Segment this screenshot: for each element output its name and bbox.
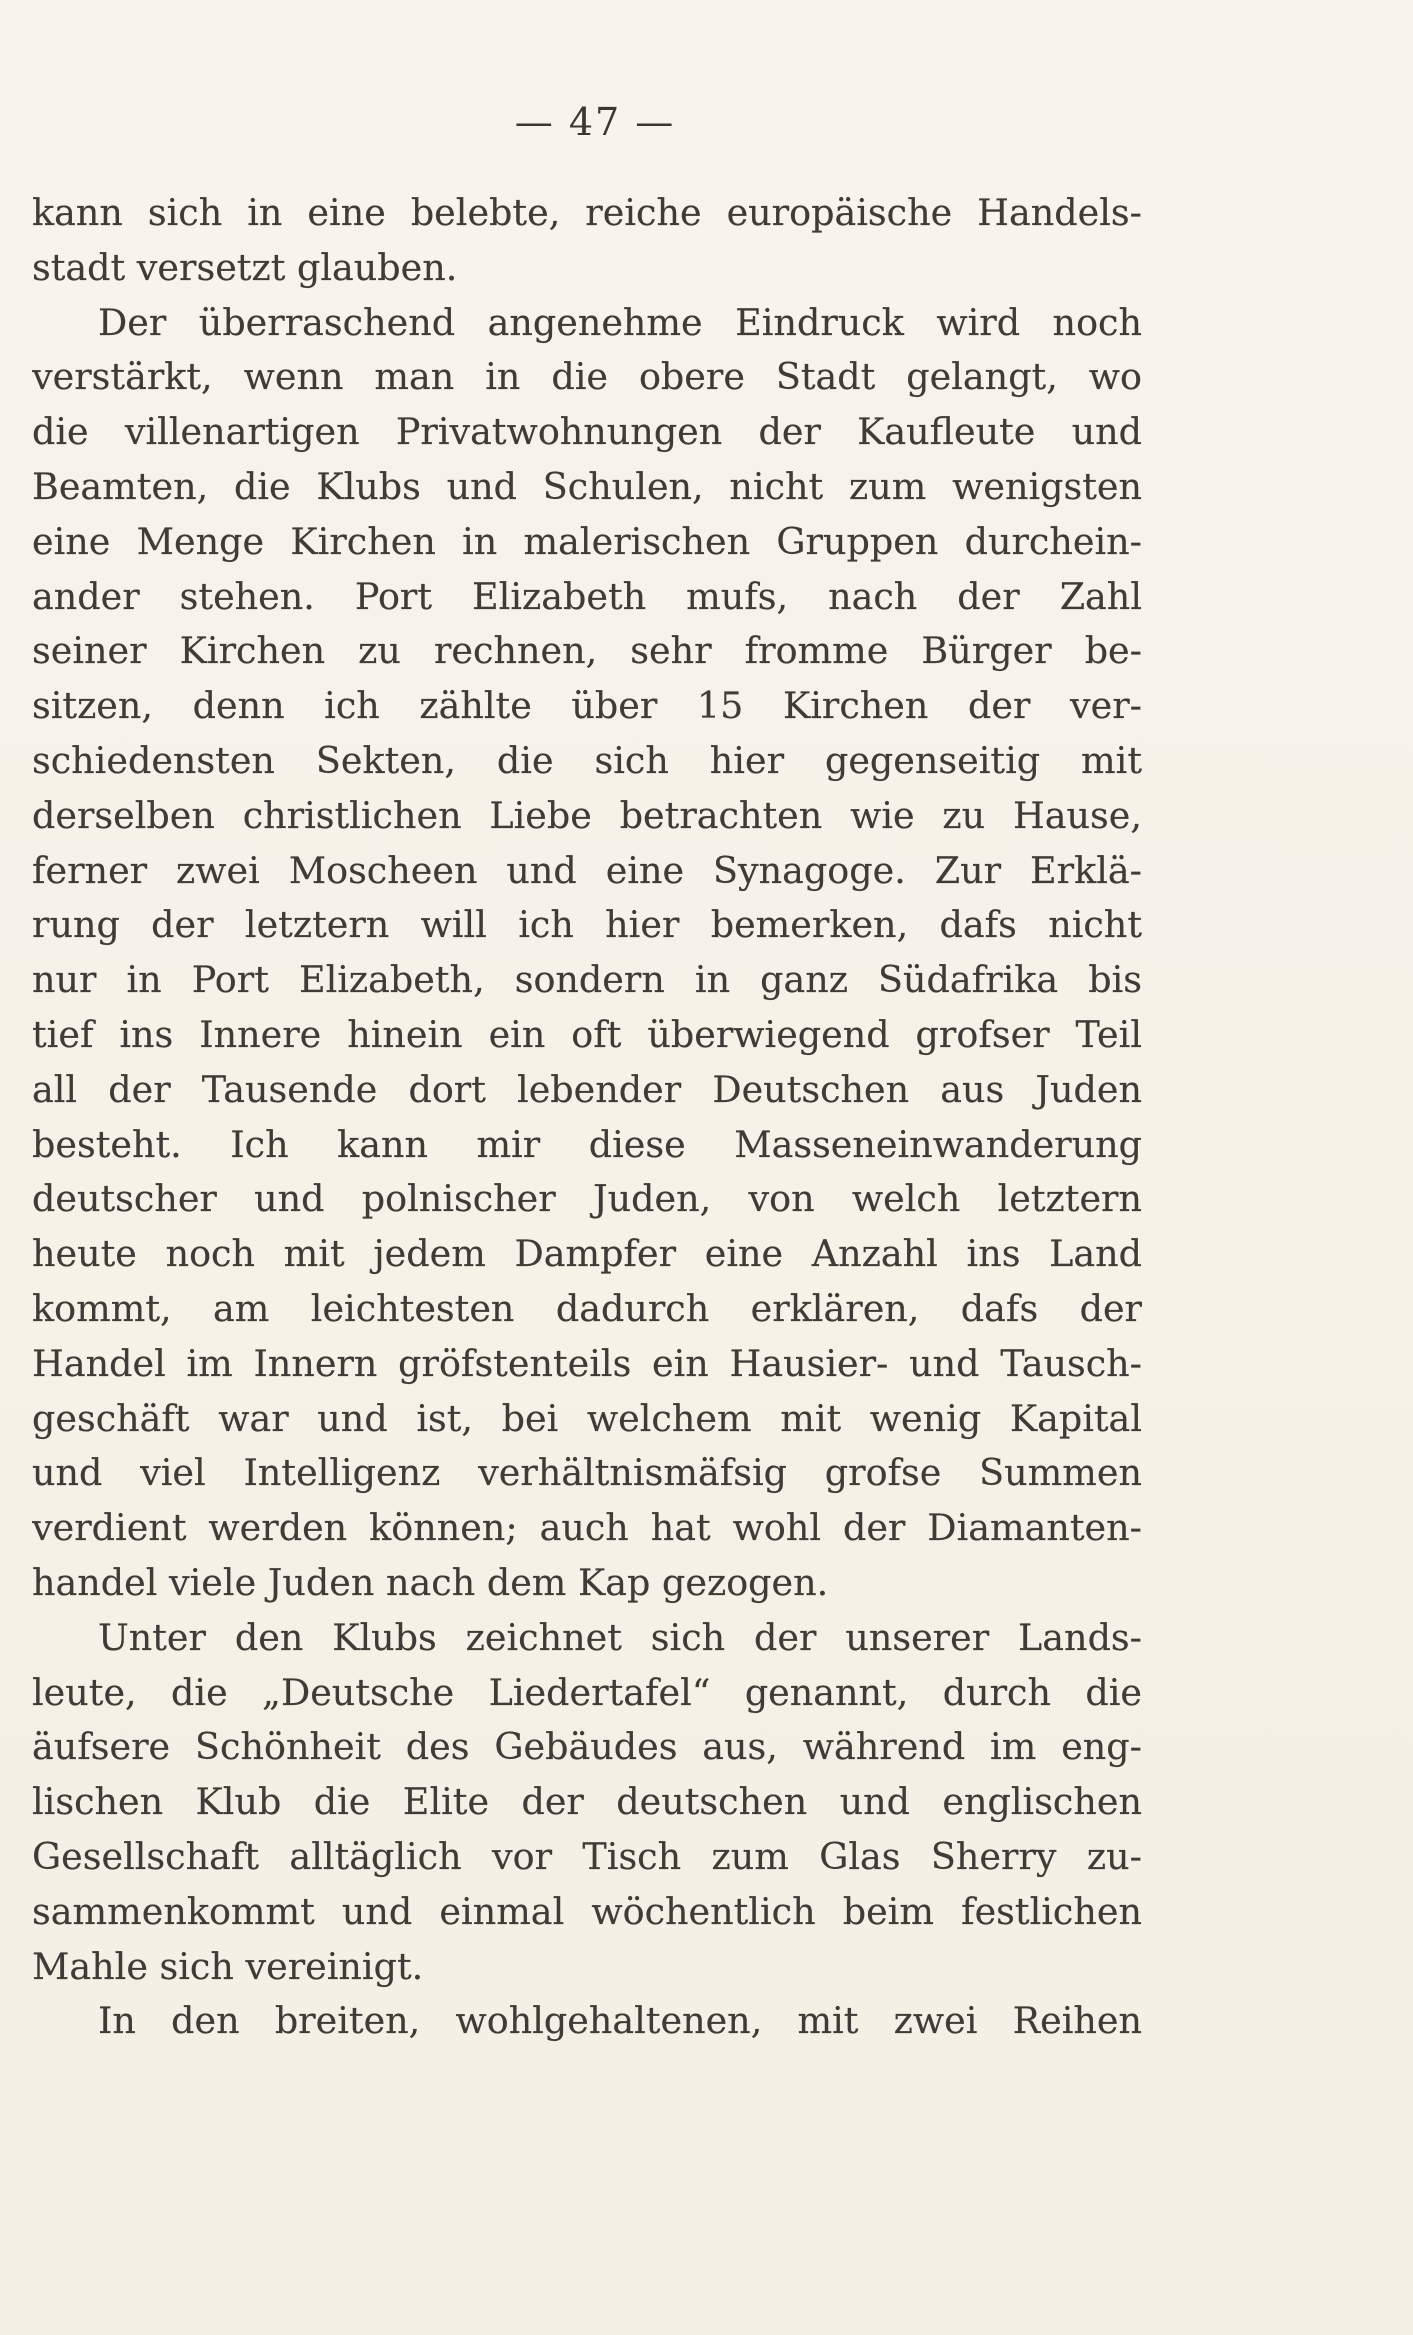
text-line: handel viele Juden nach dem Kap gezogen.: [32, 1560, 829, 1604]
text-line: verstärkt, wenn man in die obere Stadt gelangt, wo: [32, 355, 1142, 399]
text-line: geschäft war und ist, bei welchem mit wenig Kapital: [32, 1396, 1142, 1440]
text-line: lischen Klub die Elite der deutschen und englischen: [32, 1780, 1142, 1824]
page-number: — 47 —: [514, 100, 676, 144]
text-line: äufsere Schönheit des Gebäudes aus, während im eng-: [32, 1725, 1142, 1769]
body-text: [32, 186, 1142, 2049]
text-line: rung der letztern will ich hier bemerken, dafs nicht: [32, 903, 1142, 947]
text-line: sitzen, denn ich zählte über 15 Kirchen der ver-: [32, 684, 1142, 728]
text-line: all der Tausende dort lebender Deutschen aus Juden: [32, 1067, 1142, 1111]
text-line: Unter den Klubs zeichnet sich der unserer Lands-: [98, 1615, 1142, 1659]
text-line: und viel Intelligenz verhältnismäfsig grofse Summen: [32, 1451, 1142, 1495]
text-line: Beamten, die Klubs und Schulen, nicht zum wenigsten: [32, 464, 1142, 508]
text-line: leute, die „Deutsche Liedertafel“ genannt, durch die: [32, 1670, 1142, 1714]
text-line: sammenkommt und einmal wöchentlich beim festlichen: [32, 1889, 1142, 1933]
text-line: heute noch mit jedem Dampfer eine Anzahl ins Land: [32, 1232, 1142, 1276]
text-line: Mahle sich vereinigt.: [32, 1944, 424, 1988]
text-line: ferner zwei Moscheen und eine Synagoge. Zur Erklä-: [32, 848, 1142, 892]
text-line: die villenartigen Privatwohnungen der Kaufleute und: [32, 410, 1142, 454]
text-line: Gesellschaft alltäglich vor Tisch zum Glas Sherry zu-: [32, 1834, 1142, 1878]
text-line: kommt, am leichtesten dadurch erklären, dafs der: [32, 1286, 1142, 1330]
text-line: tief ins Innere hinein ein oft überwiegend grofser Teil: [32, 1012, 1142, 1056]
text-line: eine Menge Kirchen in malerischen Gruppen durchein-: [32, 519, 1142, 563]
text-line: nur in Port Elizabeth, sondern in ganz Südafrika bis: [32, 958, 1142, 1002]
text-line: kann sich in eine belebte, reiche europäische Handels-: [32, 191, 1142, 234]
text-line: seiner Kirchen zu rechnen, sehr fromme Bürger be-: [32, 629, 1142, 673]
text-line: stadt versetzt glauben.: [32, 245, 458, 289]
text-line: besteht. Ich kann mir diese Masseneinwanderung: [32, 1122, 1142, 1166]
text-line: In den breiten, wohlgehaltenen, mit zwei Reihen: [98, 1999, 1142, 2043]
text-line: deutscher und polnischer Juden, von welch letztern: [32, 1177, 1142, 1221]
text-line: ander stehen. Port Elizabeth mufs, nach der Zahl: [32, 574, 1142, 618]
text-line: schiedensten Sekten, die sich hier gegenseitig mit: [32, 738, 1142, 782]
text-line: Handel im Innern gröfstenteils ein Hausier- und Tausch-: [32, 1341, 1142, 1385]
text-line: Der überraschend angenehme Eindruck wird noch: [98, 300, 1142, 344]
text-line: derselben christlichen Liebe betrachten wie zu Hause,: [32, 793, 1142, 837]
text-line: verdient werden können; auch hat wohl der Diamanten-: [32, 1506, 1142, 1550]
